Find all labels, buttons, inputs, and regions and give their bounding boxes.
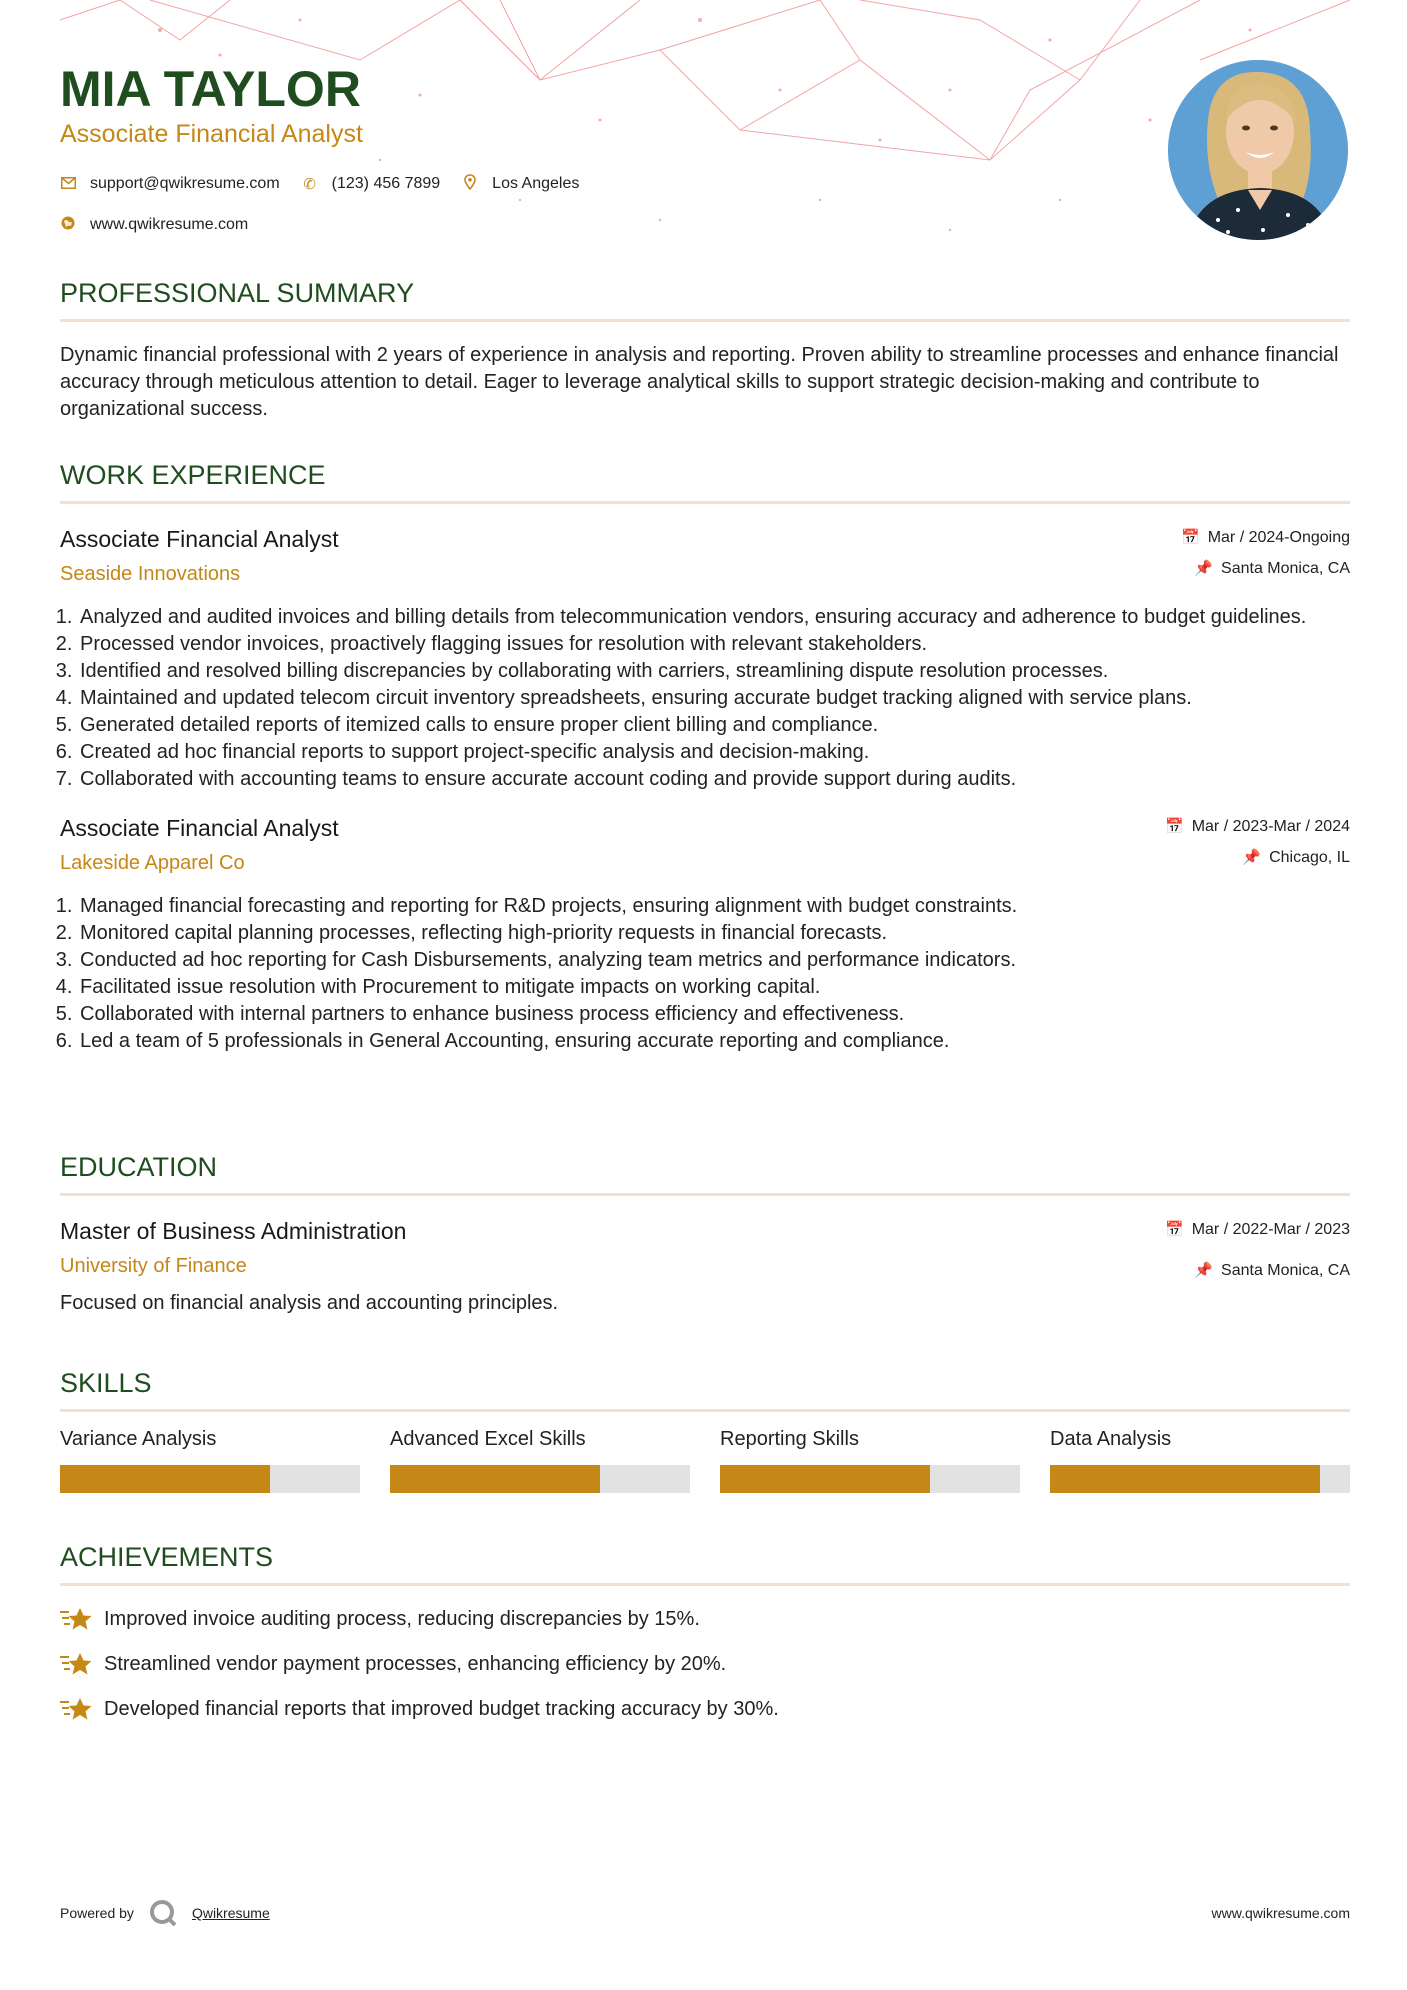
skill-item [720, 1428, 1020, 1493]
job-location [1181, 559, 1350, 578]
job-dates [1165, 817, 1350, 836]
qwikresume-logo-icon [148, 1898, 178, 1928]
section-title-education: EDUCATION [60, 1152, 1350, 1196]
job-meta [1165, 817, 1350, 879]
list-item: 6. Led a team of 5 professionals in General Accounting, ensuring accurate reporting and compliance. [78, 1028, 1350, 1055]
skills-list [60, 1428, 1350, 1493]
skill-item [1050, 1428, 1350, 1493]
job-company: Lakeside Apparel Co [60, 852, 245, 874]
list-item: 4. Maintained and updated telecom circuit inventory spreadsheets, ensuring accurate budget tracking aligned with service plans. [78, 685, 1350, 712]
list-item: 3. Identified and resolved billing discrepancies by collaborating with carriers, streamlining dispute resolution processes. [78, 658, 1350, 685]
contact-email[interactable] [60, 175, 280, 193]
achievement-text: Improved invoice auditing process, reducing discrepancies by 15%. [104, 1607, 700, 1630]
job-title: Associate Financial Analyst [60, 815, 339, 841]
contact-row-website [60, 216, 270, 234]
job-location [1165, 848, 1350, 867]
skill-bar [720, 1465, 1020, 1493]
pushpin-icon: 📌 [1194, 1262, 1214, 1279]
calendar-icon: 📅 [1165, 1221, 1184, 1238]
pushpin-icon: 📌 [1194, 560, 1214, 577]
school-name: University of Finance [60, 1255, 247, 1277]
education-entry [60, 1218, 1350, 1317]
list-item: 2. Processed vendor invoices, proactively flagging issues for resolution with relevant stakeholders. [78, 631, 1350, 658]
profile-photo [1168, 60, 1348, 240]
list-item: 6. Created ad hoc financial reports to support project-specific analysis and decision-making. [78, 739, 1350, 766]
job-title: Associate Financial Analyst [60, 526, 339, 552]
phone-icon: ✆ [303, 176, 316, 193]
section-skills [60, 1368, 1350, 1493]
section-summary [60, 278, 1350, 423]
education-location [1165, 1261, 1350, 1280]
contact-row [60, 174, 601, 194]
calendar-icon: 📅 [1181, 529, 1200, 546]
education-dates-text: Mar / 2022-Mar / 2023 [1191, 1221, 1350, 1238]
skill-name: Reporting Skills [720, 1428, 859, 1450]
list-item: 1. Analyzed and audited invoices and billing details from telecommunication vendors, ensuring accuracy and adherence to budget guidelines. [78, 604, 1350, 631]
map-pin-icon [462, 174, 478, 194]
section-title-summary: PROFESSIONAL SUMMARY [60, 278, 1350, 322]
job-location-text: Santa Monica, CA [1221, 560, 1350, 577]
envelope-icon [60, 176, 76, 193]
star-icon [60, 1696, 94, 1722]
star-icon [60, 1651, 94, 1677]
website-text: www.qwikresume.com [90, 216, 249, 233]
skill-bar [1050, 1465, 1350, 1493]
section-achievements [60, 1542, 1350, 1722]
footer-branding [60, 1898, 270, 1928]
skill-bar [60, 1465, 360, 1493]
achievement-item [60, 1651, 1350, 1677]
skill-item [390, 1428, 690, 1493]
skill-name: Advanced Excel Skills [390, 1428, 586, 1450]
skill-item [60, 1428, 360, 1493]
job-location-text: Chicago, IL [1269, 849, 1350, 866]
footer-website[interactable]: www.qwikresume.com [1211, 1905, 1350, 1921]
skill-bar-fill [720, 1465, 930, 1493]
resume-content [60, 0, 1350, 1720]
job-entry-1 [60, 526, 1350, 793]
achievement-text: Streamlined vendor payment processes, enhancing efficiency by 20%. [104, 1652, 727, 1675]
list-item: 2. Monitored capital planning processes, reflecting high-priority requests in financial forecasts. [78, 920, 1350, 947]
job-dates-text: Mar / 2023-Mar / 2024 [1191, 818, 1350, 835]
education-meta [1165, 1220, 1350, 1292]
contact-location [462, 174, 579, 194]
candidate-name: MIA TAYLOR [60, 61, 361, 117]
skill-name: Data Analysis [1050, 1428, 1172, 1450]
skill-bar-fill [390, 1465, 600, 1493]
section-title-achievements: ACHIEVEMENTS [60, 1542, 1350, 1586]
job-entry-2 [60, 815, 1350, 1055]
job-meta [1181, 528, 1350, 590]
contact-phone[interactable] [302, 175, 441, 193]
candidate-title: Associate Financial Analyst [60, 120, 363, 148]
list-item: 7. Collaborated with accounting teams to ensure accurate account coding and provide support during audits. [78, 766, 1350, 793]
section-title-skills: SKILLS [60, 1368, 1350, 1412]
education-dates [1165, 1220, 1350, 1239]
skill-bar-fill [60, 1465, 270, 1493]
summary-text: Dynamic financial professional with 2 years of experience in analysis and reporting. Proven ability to streamline processes and enhance financial accuracy through meticulous attention to detail. Eager to leverage analytical skills to support strategic decision-making and contribute to organizational success. [60, 344, 1339, 420]
email-text: support@qwikresume.com [90, 175, 280, 192]
powered-by-text: Powered by [60, 1905, 134, 1921]
list-item: 3. Conducted ad hoc reporting for Cash Disbursements, analyzing team metrics and performance indicators. [78, 947, 1350, 974]
list-item: 4. Facilitated issue resolution with Procurement to mitigate impacts on working capital. [78, 974, 1350, 1001]
resume-header [60, 0, 1350, 260]
section-education [60, 1152, 1350, 1317]
location-text: Los Angeles [492, 175, 580, 192]
page-footer [60, 1898, 1350, 1928]
calendar-icon: 📅 [1165, 818, 1184, 835]
contact-website[interactable] [60, 216, 248, 234]
job-dates-text: Mar / 2024-Ongoing [1207, 529, 1350, 546]
skill-bar [390, 1465, 690, 1493]
qwikresume-link[interactable]: Qwikresume [191, 1905, 270, 1921]
skill-bar-fill [1050, 1465, 1320, 1493]
degree-title: Master of Business Administration [60, 1218, 407, 1244]
education-location-text: Santa Monica, CA [1221, 1262, 1350, 1279]
job-company: Seaside Innovations [60, 563, 241, 585]
skill-name: Variance Analysis [60, 1428, 217, 1450]
job-bullets [60, 893, 1350, 1055]
job-bullets [60, 604, 1350, 793]
section-title-experience: WORK EXPERIENCE [60, 460, 1350, 504]
globe-icon [60, 216, 76, 234]
education-description: Focused on financial analysis and accounting principles. [60, 1292, 559, 1314]
job-dates [1181, 528, 1350, 547]
pushpin-icon: 📌 [1242, 849, 1262, 866]
list-item: 5. Generated detailed reports of itemized calls to ensure proper client billing and compliance. [78, 712, 1350, 739]
phone-text: (123) 456 7899 [331, 175, 441, 192]
list-item: 1. Managed financial forecasting and reporting for R&D projects, ensuring alignment with budget constraints. [78, 893, 1350, 920]
star-icon [60, 1606, 94, 1632]
list-item: 5. Collaborated with internal partners to enhance business process efficiency and effectiveness. [78, 1001, 1350, 1028]
achievement-item [60, 1606, 1350, 1632]
achievement-text: Developed financial reports that improved budget tracking accuracy by 30%. [104, 1697, 779, 1720]
achievement-item [60, 1696, 1350, 1722]
section-experience [60, 460, 1350, 1055]
